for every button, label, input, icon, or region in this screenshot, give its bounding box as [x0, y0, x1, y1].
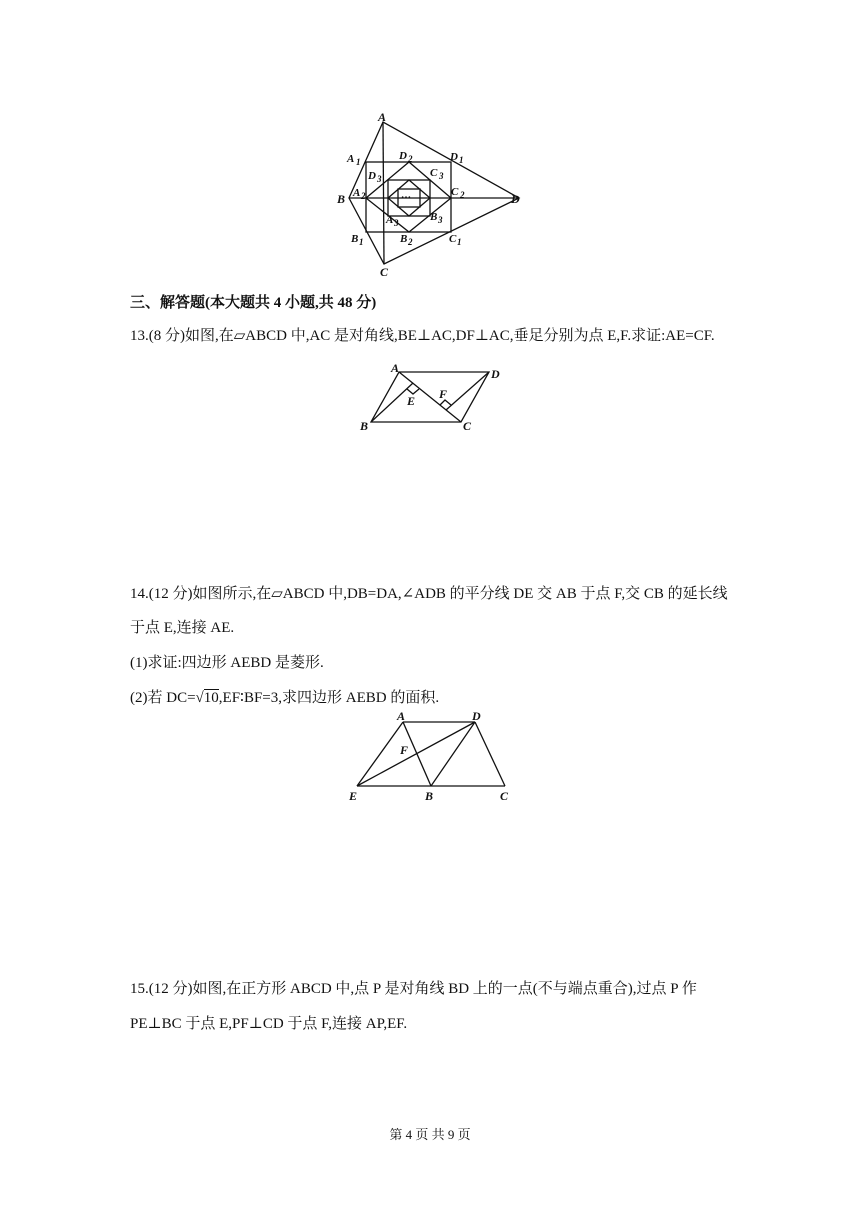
figure-q14	[345, 710, 520, 805]
q14-line2: 于点 E,连接 AE.	[130, 620, 235, 636]
q15-line2: PE⊥BC 于点 E,PF⊥CD 于点 F,连接 AP,EF.	[130, 1016, 408, 1032]
label-A1: A	[347, 153, 355, 165]
label-B2: B	[400, 233, 408, 245]
figure-q13	[355, 360, 515, 435]
label-B2-sub: 2	[408, 237, 413, 247]
label-B: B	[337, 192, 346, 206]
label-C3-sub: 3	[439, 171, 444, 181]
label-C1-sub: 1	[457, 237, 462, 247]
q14-label-B: B	[425, 789, 434, 803]
label-D1: D	[450, 151, 458, 163]
figure-nested-squares	[335, 110, 535, 280]
label-C: C	[380, 265, 389, 279]
label-D: D	[511, 192, 520, 206]
q15-line1: 15.(12 分)如图,在正方形 ABCD 中,点 P 是对角线 BD 上的一点(不与端点重合),过点 P 作	[130, 981, 697, 997]
label-A3-sub: 3	[394, 218, 399, 228]
q14-label-E: E	[349, 789, 358, 803]
label-A2: A	[353, 187, 361, 199]
sqrt-symbol: √	[195, 690, 204, 706]
q14-label-F: F	[400, 743, 409, 757]
q14-part2-prefix: (2)若 DC=	[130, 690, 196, 706]
page-footer: 第 4 页 共 9 页	[389, 1127, 471, 1142]
label-D2: D	[399, 150, 407, 162]
q13-label-A: A	[391, 361, 400, 375]
q14-part2-suffix: ,EF∶BF=3,求四边形 AEBD 的面积.	[218, 690, 440, 706]
label-D3: D	[368, 170, 376, 182]
label-A2-sub: 2	[361, 191, 366, 201]
label-C1: C	[449, 233, 457, 245]
label-C2-sub: 2	[460, 190, 465, 200]
label-A: A	[378, 110, 387, 124]
q14-line1: 14.(12 分)如图所示,在▱ABCD 中,DB=DA,∠ADB 的平分线 DE 交 AB 于点 F,交 CB 的延长线	[130, 586, 728, 602]
q13-label-D: D	[491, 367, 500, 381]
label-A3: A	[386, 214, 394, 226]
q14-part2	[130, 688, 439, 708]
q14-label-A: A	[397, 709, 406, 723]
q13-text: 13.(8 分)如图,在▱ABCD 中,AC 是对角线,BE⊥AC,DF⊥AC,垂足分别为点 E,F.求证:AE=CF.	[130, 328, 715, 344]
label-C3: C	[430, 167, 438, 179]
label-B3-sub: 3	[438, 215, 443, 225]
label-dots: …	[401, 190, 411, 201]
label-A1-sub: 1	[356, 157, 361, 167]
q14-label-D: D	[472, 709, 481, 723]
section-heading: 三、解答题(本大题共 4 小题,共 48 分)	[130, 295, 377, 311]
q14-part2-radicand: 10	[203, 690, 219, 706]
label-B1: B	[351, 233, 359, 245]
q13-label-E: E	[407, 394, 416, 408]
label-D1-sub: 1	[459, 155, 464, 165]
q13-label-F: F	[439, 387, 448, 401]
label-C2: C	[451, 186, 459, 198]
label-D3-sub: 3	[377, 174, 382, 184]
q13-label-C: C	[463, 419, 472, 433]
q14-part1: (1)求证:四边形 AEBD 是菱形.	[130, 655, 324, 671]
label-D2-sub: 2	[408, 154, 413, 164]
q13-label-B: B	[360, 419, 369, 433]
label-B3: B	[430, 211, 438, 223]
q14-label-C: C	[500, 789, 509, 803]
label-B1-sub: 1	[359, 237, 364, 247]
